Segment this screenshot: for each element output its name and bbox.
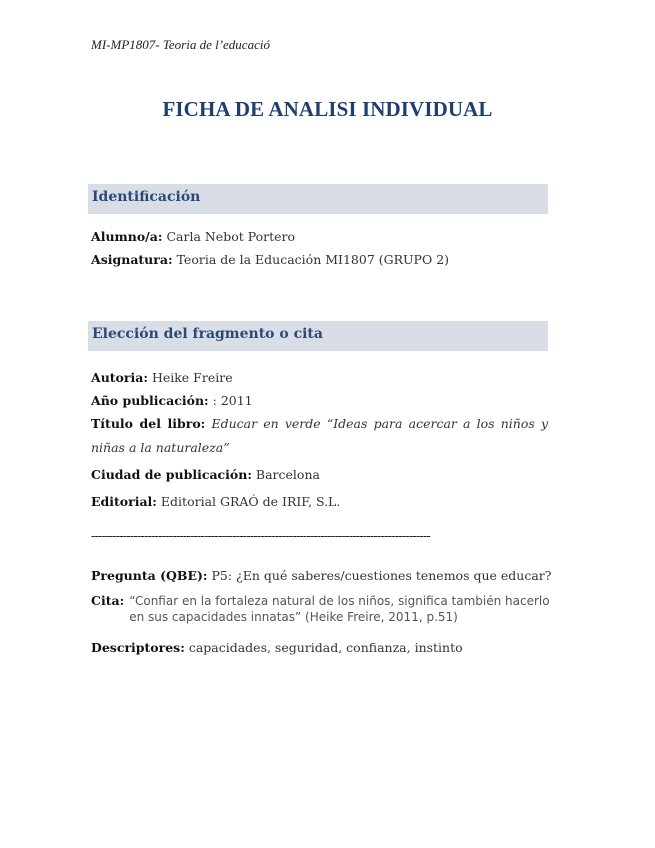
ciudad-value: Barcelona (255, 467, 320, 482)
descriptores-value: capacidades, seguridad, confianza, instinto (188, 640, 463, 655)
dashed-divider: ------------------------------------------------------------------------------------------------ (91, 529, 430, 543)
section-heading: Identificación (92, 189, 201, 205)
asignatura-label: Asignatura: (91, 252, 173, 267)
anio-field (91, 393, 253, 408)
autoria-field (91, 370, 233, 385)
cita-value: “Confiar en la fortaleza natural de los niños, significa también hacerlo en sus capacidades innatas” (Heike Freire, 2011, p.51) (129, 594, 550, 624)
ciudad-label: Ciudad de publicación: (91, 467, 252, 482)
titulo-field (91, 412, 548, 460)
ciudad-field (91, 467, 320, 482)
anio-value: : 2011 (212, 393, 253, 408)
section-heading: Elección del fragmento o cita (92, 326, 323, 342)
course-header: MI-MP1807- Teoria de l’educació (91, 37, 270, 52)
editorial-value: Editorial GRAÓ de IRIF, S.L. (160, 494, 341, 509)
anio-label: Año publicación: (91, 393, 209, 408)
editorial-label: Editorial: (91, 494, 157, 509)
section-eleccion (88, 321, 548, 351)
cita-label: Cita: (91, 593, 125, 608)
titulo-value: Educar en verde “Ideas para acercar a los niños y niñas a la naturaleza” (91, 416, 549, 455)
alumno-label: Alumno/a: (91, 229, 163, 244)
alumno-value: Carla Nebot Portero (166, 229, 296, 244)
alumno-field (91, 229, 295, 244)
asignatura-value: Teoria de la Educación MI1807 (GRUPO 2) (176, 252, 450, 267)
editorial-field (91, 494, 340, 509)
document-title: FICHA DE ANALISI INDIVIDUAL (162, 97, 493, 121)
descriptores-label: Descriptores: (91, 640, 185, 655)
cita-field (91, 593, 551, 625)
descriptores-field (91, 640, 463, 655)
pregunta-field (91, 568, 551, 583)
pregunta-value: P5: ¿En qué saberes/cuestiones tenemos que educar? (211, 568, 552, 583)
autoria-label: Autoria: (91, 370, 148, 385)
asignatura-field (91, 252, 449, 267)
pregunta-label: Pregunta (QBE): (91, 568, 208, 583)
section-identificacion (88, 184, 548, 214)
titulo-label: Título del libro: (91, 416, 206, 431)
autoria-value: Heike Freire (151, 370, 233, 385)
